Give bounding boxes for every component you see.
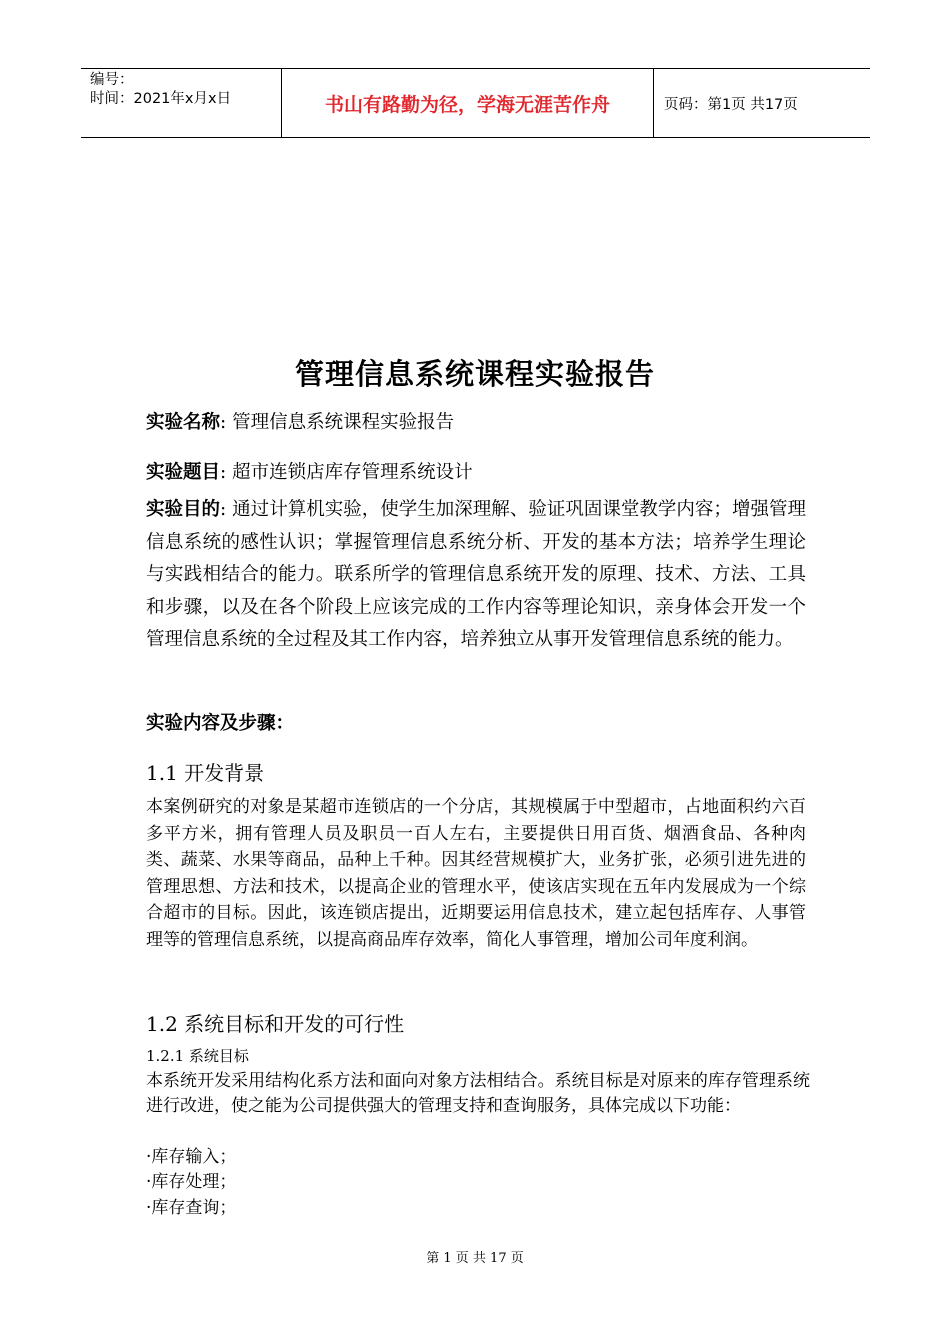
header-motto: 书山有路勤为径，学海无涯苦作舟 <box>282 69 654 137</box>
time-label: 时间：2021年x月x日 <box>90 91 232 107</box>
experiment-name: 实验名称: 管理信息系统课程实验报告 <box>146 412 455 433</box>
header-meta <box>81 69 282 137</box>
section-1-1-heading: 1.1 开发背景 <box>146 761 265 785</box>
page-footer: 第 1 页 共 17 页 <box>426 1251 524 1266</box>
experiment-name-label: 实验名称 <box>146 412 221 433</box>
experiment-name-value: 管理信息系统课程实验报告 <box>232 412 455 433</box>
experiment-purpose-value: 通过计算机实验，使学生加深理解、验证巩固课堂教学内容；增强管理信息系统的感性认识；掌握管理信息系统分析、开发的基本方法；培养学生理论与实践相结合的能力。联系所学的管理信息系统开发的原理、技术、方法、工具和步骤，以及在各个阶段上应该完成的工作内容等理论知识，亲身体会开发一个管理信息系统的全过程及其工作内容，培养独立从事开发管理信息系统的能力。 <box>146 499 806 650</box>
section-1-1-body: 本案例研究的对象是某超市连锁店的一个分店，其规模属于中型超市，占地面积约六百多平方米，拥有管理人员及职员一百人左右，主要提供日用百货、烟酒食品、各种肉类、蔬菜、水果等商品，品种上千种。因其经营规模扩大，业务扩张，必须引进先进的管理思想、方法和技术，以提高企业的管理水平，使该店实现在五年内发展成为一个综合超市的目标。因此，该连锁店提出，近期要运用信息技术，建立起包括库存、人事管理等的管理信息系统，以提高商品库存效率，简化人事管理，增加公司年度利润。 <box>146 797 806 950</box>
section-1-2-1-body: 本系统开发采用结构化系方法和面向对象方法相结合。系统目标是对原来的库存管理系统进行改进，使之能为公司提供强大的管理支持和查询服务，具体完成以下功能： <box>146 1071 810 1117</box>
list-item: ·库存输入； <box>146 1147 237 1167</box>
section-1-2-1-heading: 1.2.1 系统目标 <box>146 1047 249 1065</box>
number-label: 编号： <box>90 72 134 88</box>
section-1-2-heading: 1.2 系统目标和开发的可行性 <box>146 1012 405 1036</box>
page-header <box>81 68 870 138</box>
document-title: 管理信息系统课程实验报告 <box>294 357 655 391</box>
function-list <box>146 1145 236 1221</box>
experiment-purpose-label: 实验目的 <box>146 499 221 520</box>
section-content-heading: 实验内容及步骤： <box>146 713 295 734</box>
experiment-topic-label: 实验题目 <box>146 462 221 483</box>
experiment-topic: 实验题目: 超市连锁店库存管理系统设计 <box>146 462 473 483</box>
list-item: ·库存处理； <box>146 1172 237 1193</box>
header-page-info: 页码：第1页 共17页 <box>664 96 798 113</box>
list-item: ·库存查询； <box>146 1197 237 1218</box>
experiment-purpose: 实验目的: 通过计算机实验，使学生加深理解、验证巩固课堂教学内容；增强管理信息系统的感性认识；掌握管理信息系统分析、开发的基本方法；培养学生理论与实践相结合的能力。联系所学的管理信息系统开发的原理、技术、方法、工具和步骤，以及在各个阶段上应该完成的工作内容等理论知识，亲身体会开发一个管理信息系统的全过程及其工作内容，培养独立从事开发管理信息系统的能力。 <box>146 499 806 650</box>
experiment-topic-value: 超市连锁店库存管理系统设计 <box>232 462 473 483</box>
